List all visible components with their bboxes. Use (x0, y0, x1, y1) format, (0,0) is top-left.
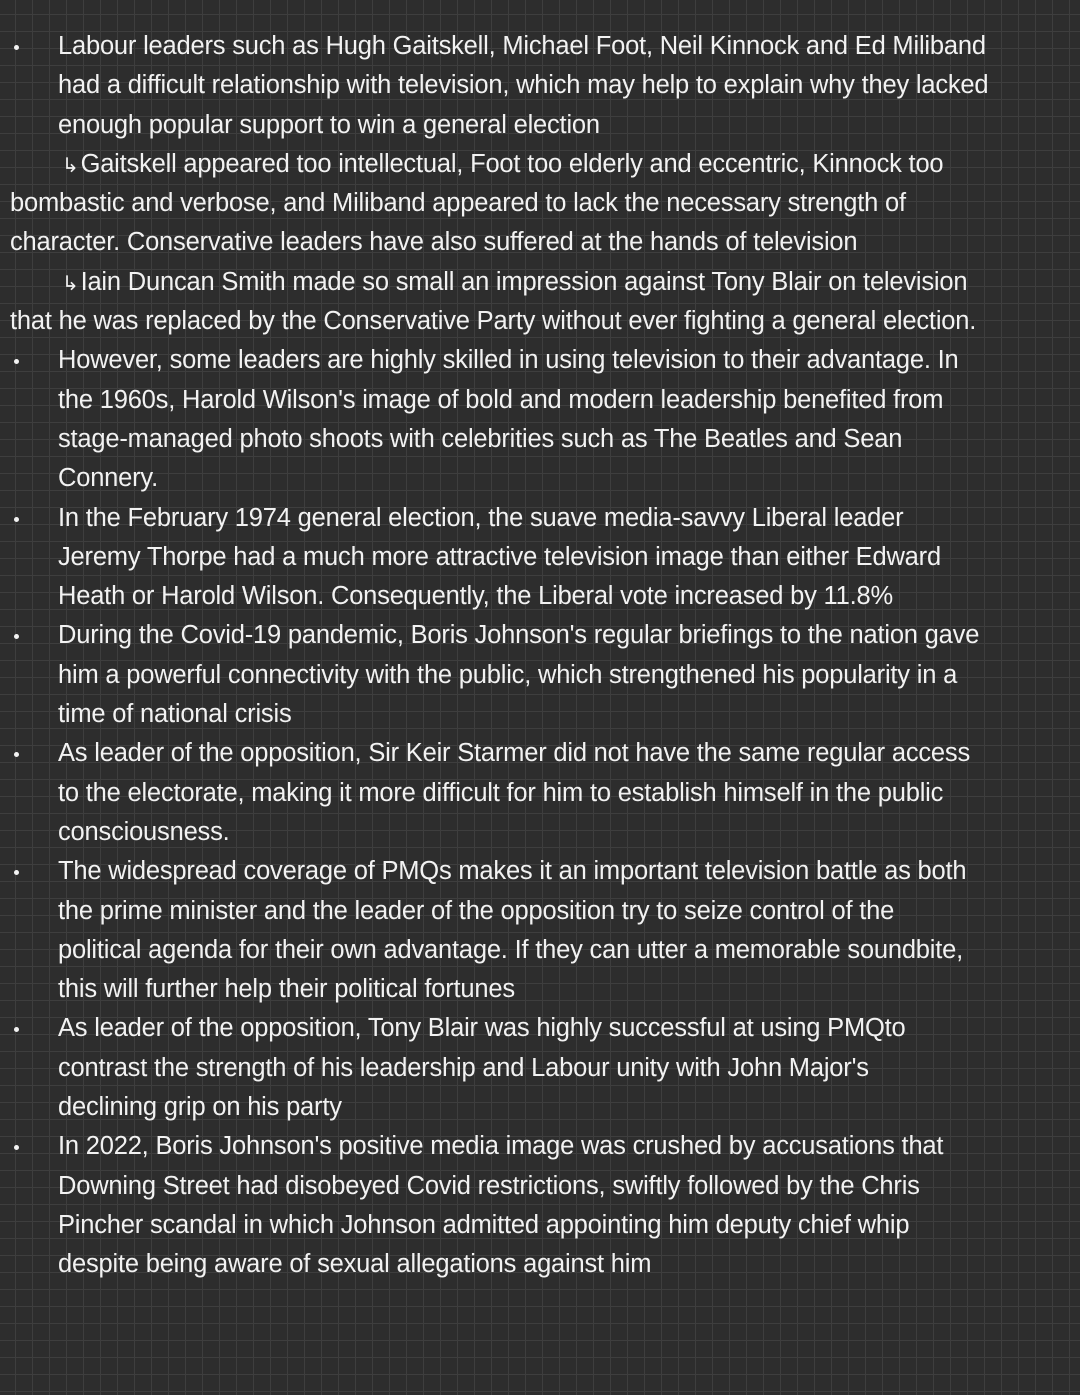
line-text: Heath or Harold Wilson. Consequently, the Liberal vote increased by 11.8% (58, 582, 893, 611)
line-text: time of national crisis (58, 700, 292, 729)
notes-page (0, 27, 1080, 1285)
line-text: Connery. (58, 464, 158, 493)
line-text: despite being aware of sexual allegations against him (58, 1250, 652, 1279)
note-line (0, 1167, 1080, 1206)
line-text: consciousness. (58, 817, 230, 846)
bullet-point (0, 1127, 1080, 1284)
note-line (0, 145, 1080, 184)
bullet-icon (14, 752, 19, 757)
note-line (0, 577, 1080, 616)
note-line (0, 970, 1080, 1009)
line-text: political agenda for their own advantage. If they can utter a memorable soundbite, (58, 935, 963, 964)
line-text: stage-managed photo shoots with celebrities such as The Beatles and Sean (58, 424, 903, 453)
note-line (0, 695, 1080, 734)
arrow-note (0, 263, 1080, 342)
line-text: Jeremy Thorpe had a much more attractive television image than either Edward (58, 542, 941, 571)
line-text: the 1960s, Harold Wilson's image of bold and modern leadership benefited from (58, 385, 944, 414)
note-line (0, 1206, 1080, 1245)
line-text: During the Covid-19 pandemic, Boris Johnson's regular briefings to the nation gave (58, 621, 980, 650)
line-text: declining grip on his party (58, 1093, 342, 1122)
line-text: Labour leaders such as Hugh Gaitskell, Michael Foot, Neil Kinnock and Ed Miliband (58, 32, 986, 60)
note-line (0, 1245, 1080, 1284)
note-line (0, 302, 1080, 341)
note-line (0, 1127, 1080, 1166)
arrow-icon: ↳ (62, 272, 79, 295)
line-text: him a powerful connectivity with the public, which strengthened his popularity in a (58, 660, 958, 689)
note-line (0, 852, 1080, 891)
bullet-icon (14, 517, 19, 522)
line-text: In 2022, Boris Johnson's positive media image was crushed by accusations that (58, 1132, 944, 1161)
line-text: Iain Duncan Smith made so small an impression against Tony Blair on television (80, 267, 968, 296)
note-line (0, 813, 1080, 852)
note-line (0, 774, 1080, 813)
line-text: Downing Street had disobeyed Covid restrictions, swiftly followed by the Chris (58, 1171, 920, 1200)
bullet-icon (14, 359, 19, 364)
note-line (0, 27, 1080, 66)
bullet-icon (14, 45, 19, 50)
line-text: Gaitskell appeared too intellectual, Foot too elderly and eccentric, Kinnock too (80, 149, 944, 178)
note-line (0, 263, 1080, 302)
bullet-point (0, 616, 1080, 734)
note-line (0, 499, 1080, 538)
line-text: that he was replaced by the Conservative Party without ever fighting a general election. (10, 307, 977, 336)
note-line (0, 656, 1080, 695)
bullet-point (0, 734, 1080, 852)
line-text: the prime minister and the leader of the opposition try to seize control of the (58, 896, 895, 925)
line-text: enough popular support to win a general election (58, 110, 600, 139)
note-line (0, 106, 1080, 145)
line-text: this will further help their political fortunes (58, 975, 515, 1004)
note-line (0, 931, 1080, 970)
line-text: to the electorate, making it more difficult for him to establish himself in the public (58, 778, 944, 807)
line-text: contrast the strength of his leadership and Labour unity with John Major's (58, 1053, 869, 1082)
note-line (0, 381, 1080, 420)
bullet-icon (14, 1145, 19, 1150)
note-line (0, 616, 1080, 655)
line-text: The widespread coverage of PMQs makes it an important television battle as both (58, 857, 967, 886)
bullet-point (0, 499, 1080, 617)
line-text: character. Conservative leaders have also suffered at the hands of television (10, 228, 858, 257)
note-line (0, 66, 1080, 105)
note-line (0, 184, 1080, 223)
line-text: Pincher scandal in which Johnson admitted appointing him deputy chief whip (58, 1210, 910, 1239)
note-line (0, 892, 1080, 931)
line-text: As leader of the opposition, Sir Keir Starmer did not have the same regular access (58, 739, 970, 768)
line-text: As leader of the opposition, Tony Blair was highly successful at using PMQto (58, 1014, 906, 1043)
bullet-icon (14, 870, 19, 875)
bullet-point (0, 341, 1080, 498)
bullet-icon (14, 1027, 19, 1032)
note-line (0, 1088, 1080, 1127)
note-line (0, 538, 1080, 577)
bullet-point (0, 1009, 1080, 1127)
note-line (0, 223, 1080, 262)
line-text: had a difficult relationship with television, which may help to explain why they lacked (58, 71, 989, 100)
line-text: In the February 1974 general election, the suave media-savvy Liberal leader (58, 503, 904, 532)
arrow-note (0, 145, 1080, 263)
note-line (0, 420, 1080, 459)
note-line (0, 459, 1080, 498)
note-line (0, 341, 1080, 380)
bullet-point (0, 27, 1080, 145)
note-line (0, 734, 1080, 773)
note-line (0, 1049, 1080, 1088)
arrow-icon: ↳ (62, 154, 79, 177)
note-line (0, 1009, 1080, 1048)
line-text: bombastic and verbose, and Miliband appeared to lack the necessary strength of (10, 189, 906, 218)
bullet-point (0, 852, 1080, 1009)
bullet-icon (14, 634, 19, 639)
line-text: However, some leaders are highly skilled in using television to their advantage. In (58, 346, 959, 375)
